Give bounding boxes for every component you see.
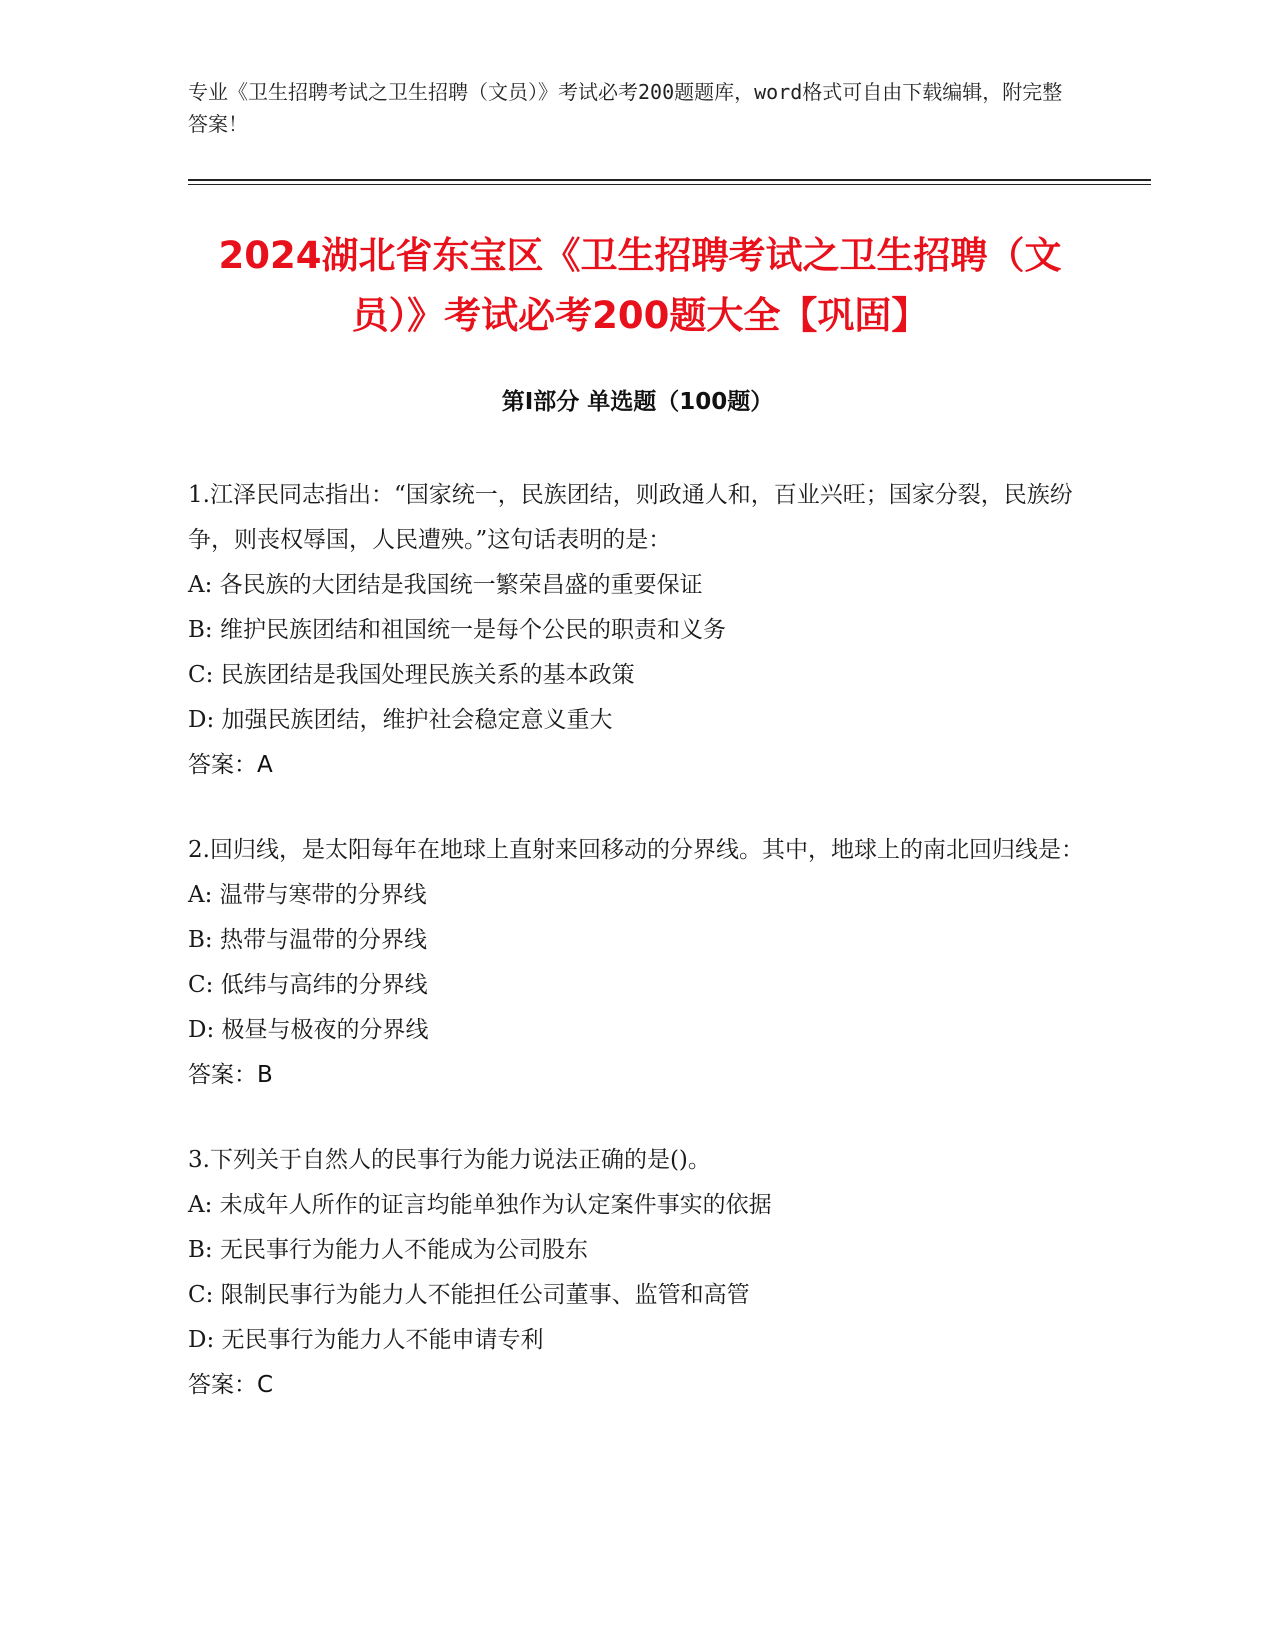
option-b: B: 无民事行为能力人不能成为公司股东 bbox=[188, 1237, 588, 1263]
header-note: 专业《卫生招聘考试之卫生招聘（文员）》考试必考200题题库，word格式可自由下载编辑，附完整答案！ bbox=[188, 80, 1063, 136]
option-a: A: 各民族的大团结是我国统一繁荣昌盛的重要保证 bbox=[188, 572, 703, 598]
question-item bbox=[188, 828, 1088, 1098]
option-d: D: 极昼与极夜的分界线 bbox=[188, 1017, 429, 1043]
section-heading: 第Ⅰ部分 单选题（100题） bbox=[501, 389, 774, 415]
option-d: D: 加强民族团结，维护社会稳定意义重大 bbox=[188, 707, 613, 733]
option-c: C: 低纬与高纬的分界线 bbox=[188, 972, 428, 998]
document-title: 2024湖北省东宝区《卫生招聘考试之卫生招聘（文员）》考试必考200题大全【巩固】 bbox=[218, 234, 1062, 337]
answer-line: 答案：B bbox=[188, 1062, 273, 1088]
header-rule-thin bbox=[188, 184, 1151, 185]
answer-line: 答案：C bbox=[188, 1372, 274, 1398]
question-stem: 1.江泽民同志指出：“国家统一，民族团结，则政通人和，百业兴旺；国家分裂，民族纷争，则丧权辱国，人民遭殃。”这句话表明的是： bbox=[188, 482, 1073, 553]
question-item bbox=[188, 473, 1088, 788]
option-b: B: 热带与温带的分界线 bbox=[188, 927, 427, 953]
header-rule-thick bbox=[188, 179, 1151, 181]
answer-line: 答案：A bbox=[188, 752, 273, 778]
question-list bbox=[188, 473, 1088, 1448]
question-stem: 2.回归线，是太阳每年在地球上直射来回移动的分界线。其中，地球上的南北回归线是： bbox=[188, 837, 1084, 863]
question-item bbox=[188, 1138, 1088, 1408]
question-stem: 3.下列关于自然人的民事行为能力说法正确的是()。 bbox=[188, 1147, 711, 1173]
option-c: C: 民族团结是我国处理民族关系的基本政策 bbox=[188, 662, 635, 688]
option-a: A: 未成年人所作的证言均能单独作为认定案件事实的依据 bbox=[188, 1192, 772, 1218]
option-c: C: 限制民事行为能力人不能担任公司董事、监管和高管 bbox=[188, 1282, 750, 1308]
option-a: A: 温带与寒带的分界线 bbox=[188, 882, 427, 908]
option-d: D: 无民事行为能力人不能申请专利 bbox=[188, 1327, 544, 1353]
option-b: B: 维护民族团结和祖国统一是每个公民的职责和义务 bbox=[188, 617, 726, 643]
